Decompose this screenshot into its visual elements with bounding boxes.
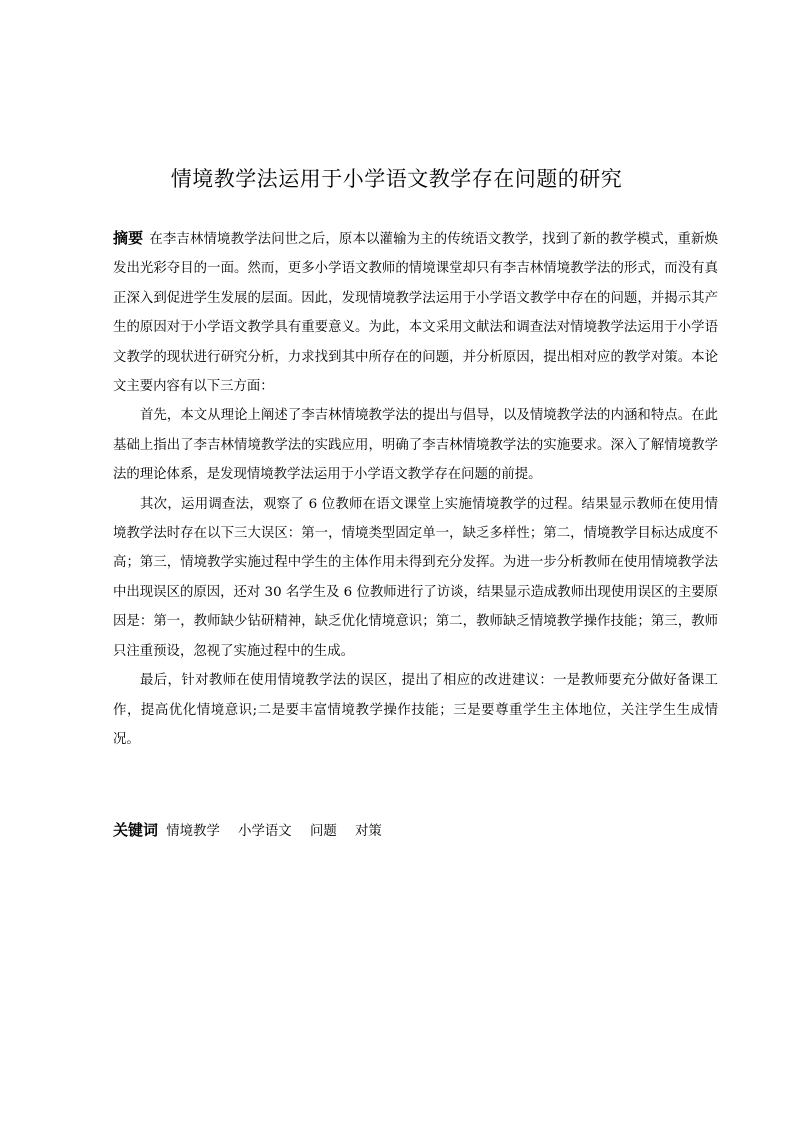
keywords-section: [113, 815, 396, 847]
paper-title: 情境教学法运用于小学语文教学存在问题的研究: [170, 167, 623, 191]
keyword-item: 问题: [309, 824, 337, 839]
keyword-item: 情境教学: [166, 824, 220, 839]
abstract-section: [113, 224, 718, 754]
abstract-paragraph-2: 其次，运用调查法，观察了 6 位教师在语文课堂上实施情境教学的过程。结果显示教师在使用情境教学法时存在以下三大误区：第一，情境类型固定单一，缺乏多样性；第二，情境教学目标达成度不高；第三，情境教学实施过程中学生的主体作用未得到充分发挥。为进一步分析教师在使用情境教学法中出现误区的原因，还对 30 名学生及 6 位教师进行了访谈，结果显示造成教师出现使用误区的主要原因是：第一，教师缺少钻研精神，缺乏优化情境意识；第二，教师缺乏情境教学操作技能；第三，教师只注重预设，忽视了实施过程中的生成。: [113, 496, 718, 659]
keyword-item: 对策: [354, 824, 382, 839]
abstract-intro-text: 在李吉林情境教学法问世之后，原本以灌输为主的传统语文教学，找到了新的教学模式，重新焕发出光彩夺目的一面。然而，更多小学语文教师的情境课堂却只有李吉林情境教学法的形式，而没有真正深入到促进学生发展的层面。因此，发现情境教学法运用于小学语文教学中存在的问题，并揭示其产生的原因对于小学语文教学具有重要意义。为此，本文采用文献法和调查法对情境教学法运用于小学语文教学的现状进行研究分析，力求找到其中所存在的问题，并分析原因，提出相对应的教学对策。本论文主要内容有以下三方面：: [113, 232, 718, 395]
keyword-item: 小学语文: [238, 824, 292, 839]
abstract-paragraph-1: 首先，本文从理论上阐述了李吉林情境教学法的提出与倡导，以及情境教学法的内涵和特点。在此基础上指出了李吉林情境教学法的实践应用，明确了李吉林情境教学法的实施要求。深入了解情境教学法的理论体系，是发现情境教学法运用于小学语文教学存在问题的前提。: [113, 408, 718, 483]
keywords-label: 关键词: [113, 821, 159, 839]
abstract-intro-paragraph: [113, 224, 718, 401]
abstract-label: 摘要: [113, 229, 144, 247]
abstract-paragraph-3: 最后，针对教师在使用情境教学法的误区，提出了相应的改进建议：一是教师要充分做好备课工作，提高优化情境意识;二是要丰富情境教学操作技能；三是要尊重学生主体地位，关注学生生成情况。: [113, 673, 718, 747]
